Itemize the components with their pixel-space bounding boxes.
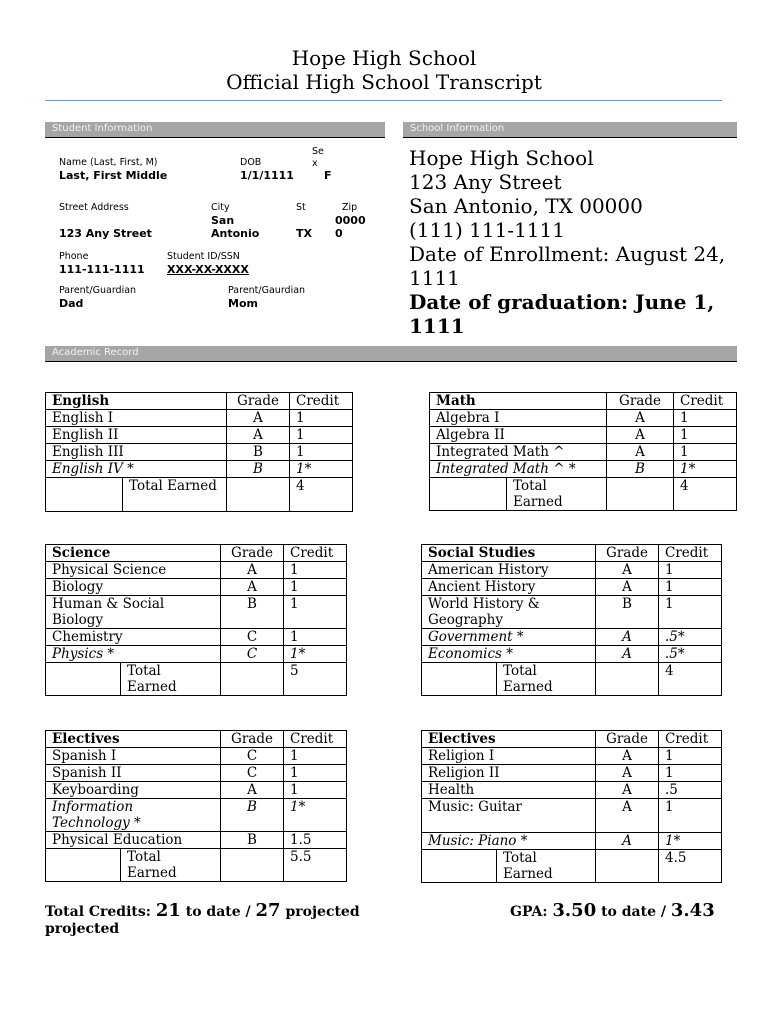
course-grade: A: [596, 799, 659, 833]
course-grade: A: [596, 646, 659, 663]
city-label: City: [211, 202, 230, 213]
course-credit: .5*: [659, 646, 722, 663]
course-grade: B: [607, 461, 674, 478]
course-grade: A: [607, 444, 674, 461]
total-label: Total Earned: [121, 849, 221, 882]
course-grade: A: [221, 579, 284, 596]
course-name: Physical Education: [46, 832, 221, 849]
course-grade: A: [596, 629, 659, 646]
course-name: Human & Social Biology: [46, 596, 221, 629]
dob-label: DOB: [240, 157, 262, 168]
course-credit: 1*: [284, 646, 347, 663]
school-city: San Antonio, TX 00000: [409, 194, 643, 218]
course-name: Physical Science: [46, 562, 221, 579]
course-grade: C: [221, 646, 284, 663]
course-name: Biology: [46, 579, 221, 596]
course-credit: 1: [674, 427, 737, 444]
gpa-to-date: 3.50: [552, 900, 597, 921]
credits-projected: 27: [255, 900, 281, 921]
course-grade: A: [227, 427, 290, 444]
course-name: Integrated Math ^: [430, 444, 607, 461]
course-credit: 1*: [290, 461, 353, 478]
total-value: 5: [284, 663, 347, 696]
course-name: Spanish I: [46, 748, 221, 765]
phone-value: 111-111-1111: [59, 263, 145, 276]
total-value: 5.5: [284, 849, 347, 882]
course-name: English II: [46, 427, 227, 444]
course-credit: 1: [659, 748, 722, 765]
course-name: Chemistry: [46, 629, 221, 646]
gpa-label: GPA:: [510, 904, 548, 920]
course-name: English I: [46, 410, 227, 427]
course-credit: 1: [290, 427, 353, 444]
english-table: [45, 392, 353, 512]
credit-header: Credit: [659, 545, 722, 562]
phone-label: Phone: [59, 251, 89, 262]
course-name: Religion I: [422, 748, 596, 765]
zip-label: Zip: [342, 202, 358, 213]
course-credit: 1: [674, 410, 737, 427]
grade-header: Grade: [596, 731, 659, 748]
course-name: World History & Geography: [422, 596, 596, 629]
total-label: Total Earned: [121, 663, 221, 696]
credit-header: Credit: [290, 393, 353, 410]
school-information-band: School Information: [403, 122, 737, 138]
course-name: Spanish II: [46, 765, 221, 782]
course-grade: A: [607, 410, 674, 427]
enrollment-date-line1: Date of Enrollment: August 24,: [409, 242, 726, 266]
course-name: Ancient History: [422, 579, 596, 596]
course-name: Keyboarding: [46, 782, 221, 799]
header-divider: [45, 100, 722, 101]
course-credit: 1: [659, 596, 722, 629]
course-name: Economics *: [422, 646, 596, 663]
student-id-label: Student ID/SSN: [167, 251, 240, 262]
total-label: Total Earned: [507, 478, 607, 511]
school-name: Hope High School: [409, 146, 594, 170]
course-credit: 1: [284, 579, 347, 596]
course-grade: A: [596, 579, 659, 596]
zip-value-line1: 0000: [335, 214, 366, 227]
course-grade: A: [596, 748, 659, 765]
course-credit: 1: [284, 596, 347, 629]
science-table: [45, 544, 347, 696]
course-credit: .5: [659, 782, 722, 799]
course-credit: 1: [674, 444, 737, 461]
table-title: Social Studies: [422, 545, 596, 562]
course-name: American History: [422, 562, 596, 579]
total-credits-label: Total Credits:: [45, 904, 151, 920]
sex-label-line1: Se: [312, 146, 324, 157]
course-credit: 1.5: [284, 832, 347, 849]
total-label: Total Earned: [497, 850, 596, 883]
course-name: Integrated Math ^ *: [430, 461, 607, 478]
document-title: Official High School Transcript: [226, 70, 542, 94]
grade-header: Grade: [596, 545, 659, 562]
academic-record-band: Academic Record: [45, 346, 737, 362]
course-name: Government *: [422, 629, 596, 646]
sex-label-line2: x: [312, 158, 318, 169]
grade-header: Grade: [221, 545, 284, 562]
guardian1-value: Dad: [59, 297, 84, 310]
electives-table-left: [45, 730, 347, 882]
course-name: English III: [46, 444, 227, 461]
course-name: English IV *: [46, 461, 227, 478]
course-credit: 1: [659, 765, 722, 782]
table-title: English: [46, 393, 227, 410]
course-credit: 1*: [674, 461, 737, 478]
course-grade: A: [596, 833, 659, 850]
sex-value: F: [324, 169, 332, 182]
course-credit: 1: [284, 562, 347, 579]
course-grade: B: [221, 799, 284, 832]
course-name: Religion II: [422, 765, 596, 782]
course-name: Algebra II: [430, 427, 607, 444]
course-name: Physics *: [46, 646, 221, 663]
credit-header: Credit: [674, 393, 737, 410]
course-grade: C: [221, 748, 284, 765]
total-value: 4.5: [659, 850, 722, 883]
graduation-date-line1: Date of graduation: June 1,: [409, 290, 715, 314]
gpa-to-date-text: to date /: [601, 904, 666, 920]
course-grade: B: [221, 596, 284, 629]
total-value: 4: [290, 478, 353, 512]
zip-value-line2: 0: [335, 227, 343, 240]
credits-to-date: 21: [155, 900, 181, 921]
name-label: Name (Last, First, M): [59, 157, 158, 168]
table-title: Math: [430, 393, 607, 410]
course-credit: 1*: [659, 833, 722, 850]
course-grade: A: [227, 410, 290, 427]
total-label: Total Earned: [123, 478, 227, 512]
student-id-value: XXX-XX-XXXX: [167, 263, 249, 276]
electives-table-right: [421, 730, 722, 883]
school-street: 123 Any Street: [409, 170, 562, 194]
course-grade: B: [227, 444, 290, 461]
table-title: Electives: [422, 731, 596, 748]
course-credit: 1: [284, 765, 347, 782]
to-date-text: to date /: [185, 904, 251, 920]
course-grade: A: [596, 562, 659, 579]
grade-header: Grade: [227, 393, 290, 410]
course-grade: B: [227, 461, 290, 478]
course-credit: 1: [284, 748, 347, 765]
state-label: St: [296, 202, 306, 213]
name-value: Last, First Middle: [59, 169, 168, 182]
street-value: 123 Any Street: [59, 227, 152, 240]
grade-header: Grade: [607, 393, 674, 410]
social-studies-table: [421, 544, 722, 696]
course-credit: 1: [284, 782, 347, 799]
state-value: TX: [296, 227, 312, 240]
total-value: 4: [659, 663, 722, 696]
credit-header: Credit: [284, 731, 347, 748]
course-credit: .5*: [659, 629, 722, 646]
total-value: 4: [674, 478, 737, 511]
course-grade: A: [607, 427, 674, 444]
course-credit: 1: [659, 579, 722, 596]
city-value-line2: Antonio: [211, 227, 260, 240]
course-grade: A: [221, 782, 284, 799]
course-name: Information Technology *: [46, 799, 221, 832]
course-grade: A: [596, 765, 659, 782]
course-credit: 1: [290, 410, 353, 427]
total-label: Total Earned: [497, 663, 596, 696]
course-credit: 1: [659, 799, 722, 833]
course-grade: A: [596, 782, 659, 799]
course-credit: 1: [284, 629, 347, 646]
gpa-projected: 3.43: [670, 900, 715, 921]
guardian1-label: Parent/Guardian: [59, 285, 137, 296]
table-title: Science: [46, 545, 221, 562]
course-credit: 1: [659, 562, 722, 579]
grade-header: Grade: [221, 731, 284, 748]
math-table: [429, 392, 737, 511]
graduation-date-line2: 1111: [409, 314, 465, 338]
course-grade: B: [221, 832, 284, 849]
course-grade: C: [221, 629, 284, 646]
course-name: Music: Guitar: [422, 799, 596, 833]
city-value-line1: San: [211, 214, 235, 227]
course-grade: B: [596, 596, 659, 629]
dob-value: 1/1/1111: [240, 169, 294, 182]
total-credits: [45, 900, 360, 923]
student-information-band: Student Information: [45, 122, 385, 138]
enrollment-date-line2: 1111: [409, 266, 460, 290]
guardian2-label: Parent/Gaurdian: [228, 285, 306, 296]
gpa: [510, 900, 715, 923]
street-label: Street Address: [59, 202, 129, 213]
projected-text: projected: [285, 904, 360, 920]
school-title: Hope High School: [291, 46, 477, 70]
credit-header: Credit: [659, 731, 722, 748]
credit-header: Credit: [284, 545, 347, 562]
course-credit: 1*: [284, 799, 347, 832]
course-name: Health: [422, 782, 596, 799]
course-name: Algebra I: [430, 410, 607, 427]
guardian2-value: Mom: [228, 297, 258, 310]
course-grade: A: [221, 562, 284, 579]
course-name: Music: Piano *: [422, 833, 596, 850]
course-grade: C: [221, 765, 284, 782]
table-title: Electives: [46, 731, 221, 748]
projected-text-line2: projected: [45, 921, 120, 937]
school-phone: (111) 111-1111: [409, 218, 565, 242]
course-credit: 1: [290, 444, 353, 461]
